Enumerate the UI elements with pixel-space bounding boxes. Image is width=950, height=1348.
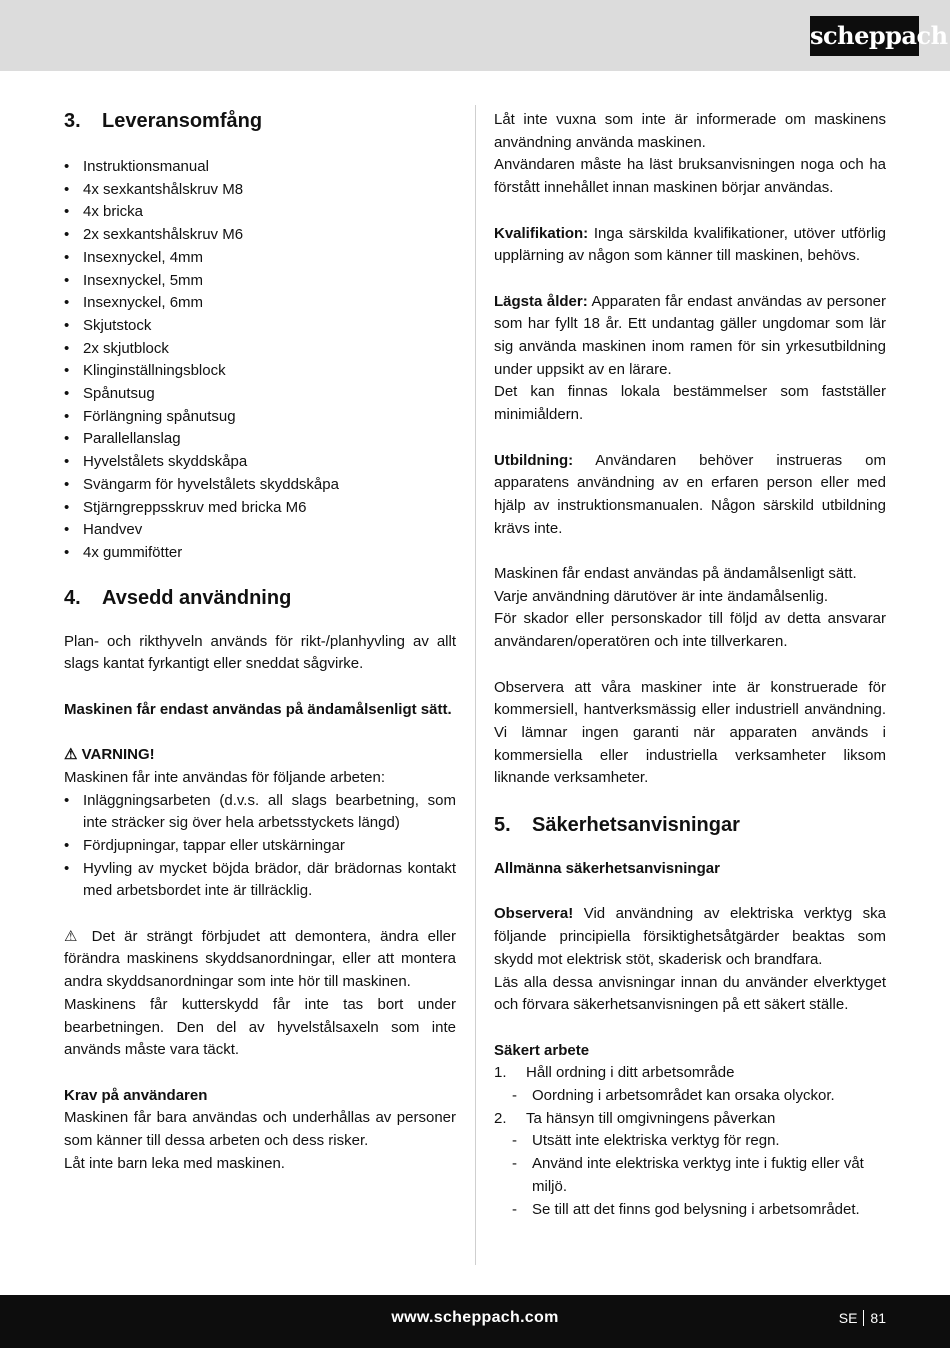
user-requirements-children: Låt inte barn leka med maskinen.	[64, 1154, 285, 1172]
general-safety-heading: Allmänna säkerhetsanvisningar	[494, 860, 720, 878]
list-item: • Klinginställningsblock	[64, 360, 456, 383]
list-item: • Insexnyckel, 6mm	[64, 292, 456, 315]
section-title: Säkerhetsanvisningar	[532, 814, 740, 837]
min-age-paragraph	[494, 291, 886, 382]
qualification-paragraph	[494, 223, 886, 268]
warning-heading	[64, 744, 456, 767]
list-item: • Inläggningsarbeten (d.v.s. all slags bearbetning, som inte sträcker sig över hela arbetsstyckets längd)	[64, 790, 456, 835]
item-number: 2.	[494, 1109, 507, 1127]
list-item: • Handvev	[64, 519, 456, 542]
scheppach-logo: scheppach	[810, 16, 919, 56]
list-item: • Instruktionsmanual	[64, 156, 456, 179]
min-age-label: Lägsta ålder:	[494, 292, 588, 310]
page-header	[0, 0, 950, 71]
section-5-heading	[494, 813, 886, 837]
list-item: • Insexnyckel, 4mm	[64, 247, 456, 270]
paragraph: Låt inte vuxna som inte är informerade om maskinens användning använda maskinen.	[494, 111, 886, 151]
section-title: Avsedd användning	[102, 586, 292, 609]
min-age-text: Apparaten får endast användas av personer som har fyllt 18 år. Ett undantag gäller ungdomar som lär sig använda maskinen inom ramen för sin yrkesutbildning under uppsikt av en lärare.	[494, 292, 886, 378]
paragraph: Varje användning därutöver är inte ändamålsenlig.	[494, 587, 829, 605]
warning-label: VARNING!	[81, 746, 155, 764]
safety-numbered-list	[494, 1062, 886, 1221]
warning-intro: Maskinen får inte användas för följande arbeten:	[64, 768, 386, 786]
commercial-use-paragraph: Observera att våra maskiner inte är konstruerade för kommersiell, hantverksmässig eller industriell användning. Vi lämnar ingen garanti när apparaten används i kommersiella eller industriella verksamheter liksom liknande verksamheter.	[494, 678, 886, 787]
sub-item: - Utsätt inte elektriska verktyg för regn.	[512, 1130, 886, 1153]
item-text: Håll ordning i ditt arbetsområde	[526, 1064, 735, 1082]
section-4-heading	[64, 586, 456, 610]
website-link[interactable]: www.scheppach.com	[391, 1309, 559, 1326]
warning-triangle-icon: ⚠	[64, 927, 83, 945]
section-number: 4.	[64, 586, 81, 609]
paragraph: Det kan finnas lokala bestämmelser som fastställer minimiåldern.	[494, 383, 886, 424]
column-divider	[475, 105, 476, 1265]
page-footer	[0, 1295, 950, 1348]
list-item: • 4x gummifötter	[64, 542, 456, 565]
safe-work-heading: Säkert arbete	[494, 1041, 590, 1059]
section-title: Leveransomfång	[102, 110, 263, 132]
qualification-label: Kvalifikation:	[494, 224, 589, 242]
user-requirements-heading: Krav på användaren	[64, 1086, 208, 1104]
item-number: 1.	[494, 1064, 507, 1082]
observe-text: Vid användning av elektriska verktyg ska följande principiella försiktighetsåtgärder beaktas som skydd mot elektrisk stöt, skaderisk och brandfara.	[494, 905, 887, 968]
section-number: 5.	[494, 814, 511, 837]
left-column	[64, 109, 456, 1175]
page-number: 81	[870, 1310, 886, 1326]
read-instructions-paragraph: Läs alla dessa anvisningar innan du använder elverktyget och förvara säkerhetsanvisningen på ett säkert ställe.	[494, 973, 886, 1014]
list-item: • Insexnyckel, 5mm	[64, 270, 456, 293]
warning-triangle-icon: ⚠	[64, 746, 78, 764]
right-column	[494, 109, 886, 1221]
observe-label: Observera!	[494, 905, 574, 923]
paragraph: Maskinen får endast användas på ändamålsenligt sätt.	[494, 565, 857, 582]
list-item: • Hyvling av mycket böjda brädor, där brädornas kontakt med arbetsbordet inte är tillräcklig.	[64, 858, 456, 903]
sub-item: - Se till att det finns god belysning i arbetsområdet.	[512, 1199, 886, 1222]
training-label: Utbildning:	[494, 451, 574, 469]
warning-list	[64, 790, 456, 904]
list-item: • 2x sexkantshålskruv M6	[64, 224, 456, 247]
section-3-heading	[64, 109, 456, 133]
sub-item: - Oordning i arbetsområdet kan orsaka olyckor.	[512, 1085, 886, 1108]
paragraph: För skador eller personskador till följd av detta ansvarar användaren/operatören och inte tillverkaren.	[494, 610, 886, 651]
list-item: • Förlängning spånutsug	[64, 406, 456, 429]
item-text: Ta hänsyn till omgivningens påverkan	[526, 1109, 776, 1127]
separator	[863, 1310, 864, 1326]
observe-paragraph	[494, 903, 886, 971]
section-number: 3.	[64, 110, 81, 132]
list-item: • Stjärngreppsskruv med bricka M6	[64, 497, 456, 520]
training-text: Användaren behöver instrueras om apparatens användning av en erfaren person eller med hjälp av instruktionsmanualen. Någon särskild utbildning krävs inte.	[494, 451, 886, 537]
intended-use-paragraph: Plan- och rikthyveln används för rikt-/planhyvling av allt slags kantat fyrkantigt eller sneddat sågvirke.	[64, 632, 456, 673]
intended-use-bold: Maskinen får endast användas på ändamålsenligt sätt.	[64, 700, 452, 718]
user-requirements-text: Maskinen får bara användas och underhållas av personer som känner till dessa arbeten och dess risker.	[64, 1109, 456, 1150]
paragraph: Användaren måste ha läst bruksanvisningen noga och ha förstått innehållet innan maskinen börjar användas.	[494, 156, 886, 197]
list-item: • Hyvelstålets skyddskåpa	[64, 451, 456, 474]
prohibition-text: Det är strängt förbjudet att demontera, ändra eller förändra maskinens skyddsanordningar, eller att montera andra skyddsanordningar som inte hör till maskinen.	[64, 927, 456, 991]
cutter-guard-paragraph: Maskinens får kutterskydd får inte tas bort under bearbetningen. Den del av hyvelstålsaxeln som inte används måste vara täckt.	[64, 995, 456, 1059]
list-item: • 4x sexkantshålskruv M8	[64, 179, 456, 202]
qualification-text: Inga särskilda kvalifikationer, utöver utförlig upplärning av någon som känner till maskinen, behövs.	[494, 224, 886, 265]
numbered-item	[494, 1062, 886, 1107]
numbered-item	[494, 1108, 886, 1222]
list-item: • Svängarm för hyvelstålets skyddskåpa	[64, 474, 456, 497]
training-paragraph	[494, 450, 886, 541]
page-indicator	[839, 1310, 886, 1326]
delivery-list	[64, 156, 456, 565]
list-item: • 4x bricka	[64, 201, 456, 224]
list-item: • Parallellanslag	[64, 428, 456, 451]
prohibition-paragraph	[64, 926, 456, 994]
list-item: • Spånutsug	[64, 383, 456, 406]
list-item: • Fördjupningar, tappar eller utskärningar	[64, 835, 456, 858]
language-code: SE	[838, 1310, 858, 1326]
list-item: • 2x skjutblock	[64, 338, 456, 361]
list-item: • Skjutstock	[64, 315, 456, 338]
sub-item: - Använd inte elektriska verktyg inte i fuktig eller våt miljö.	[512, 1153, 886, 1198]
